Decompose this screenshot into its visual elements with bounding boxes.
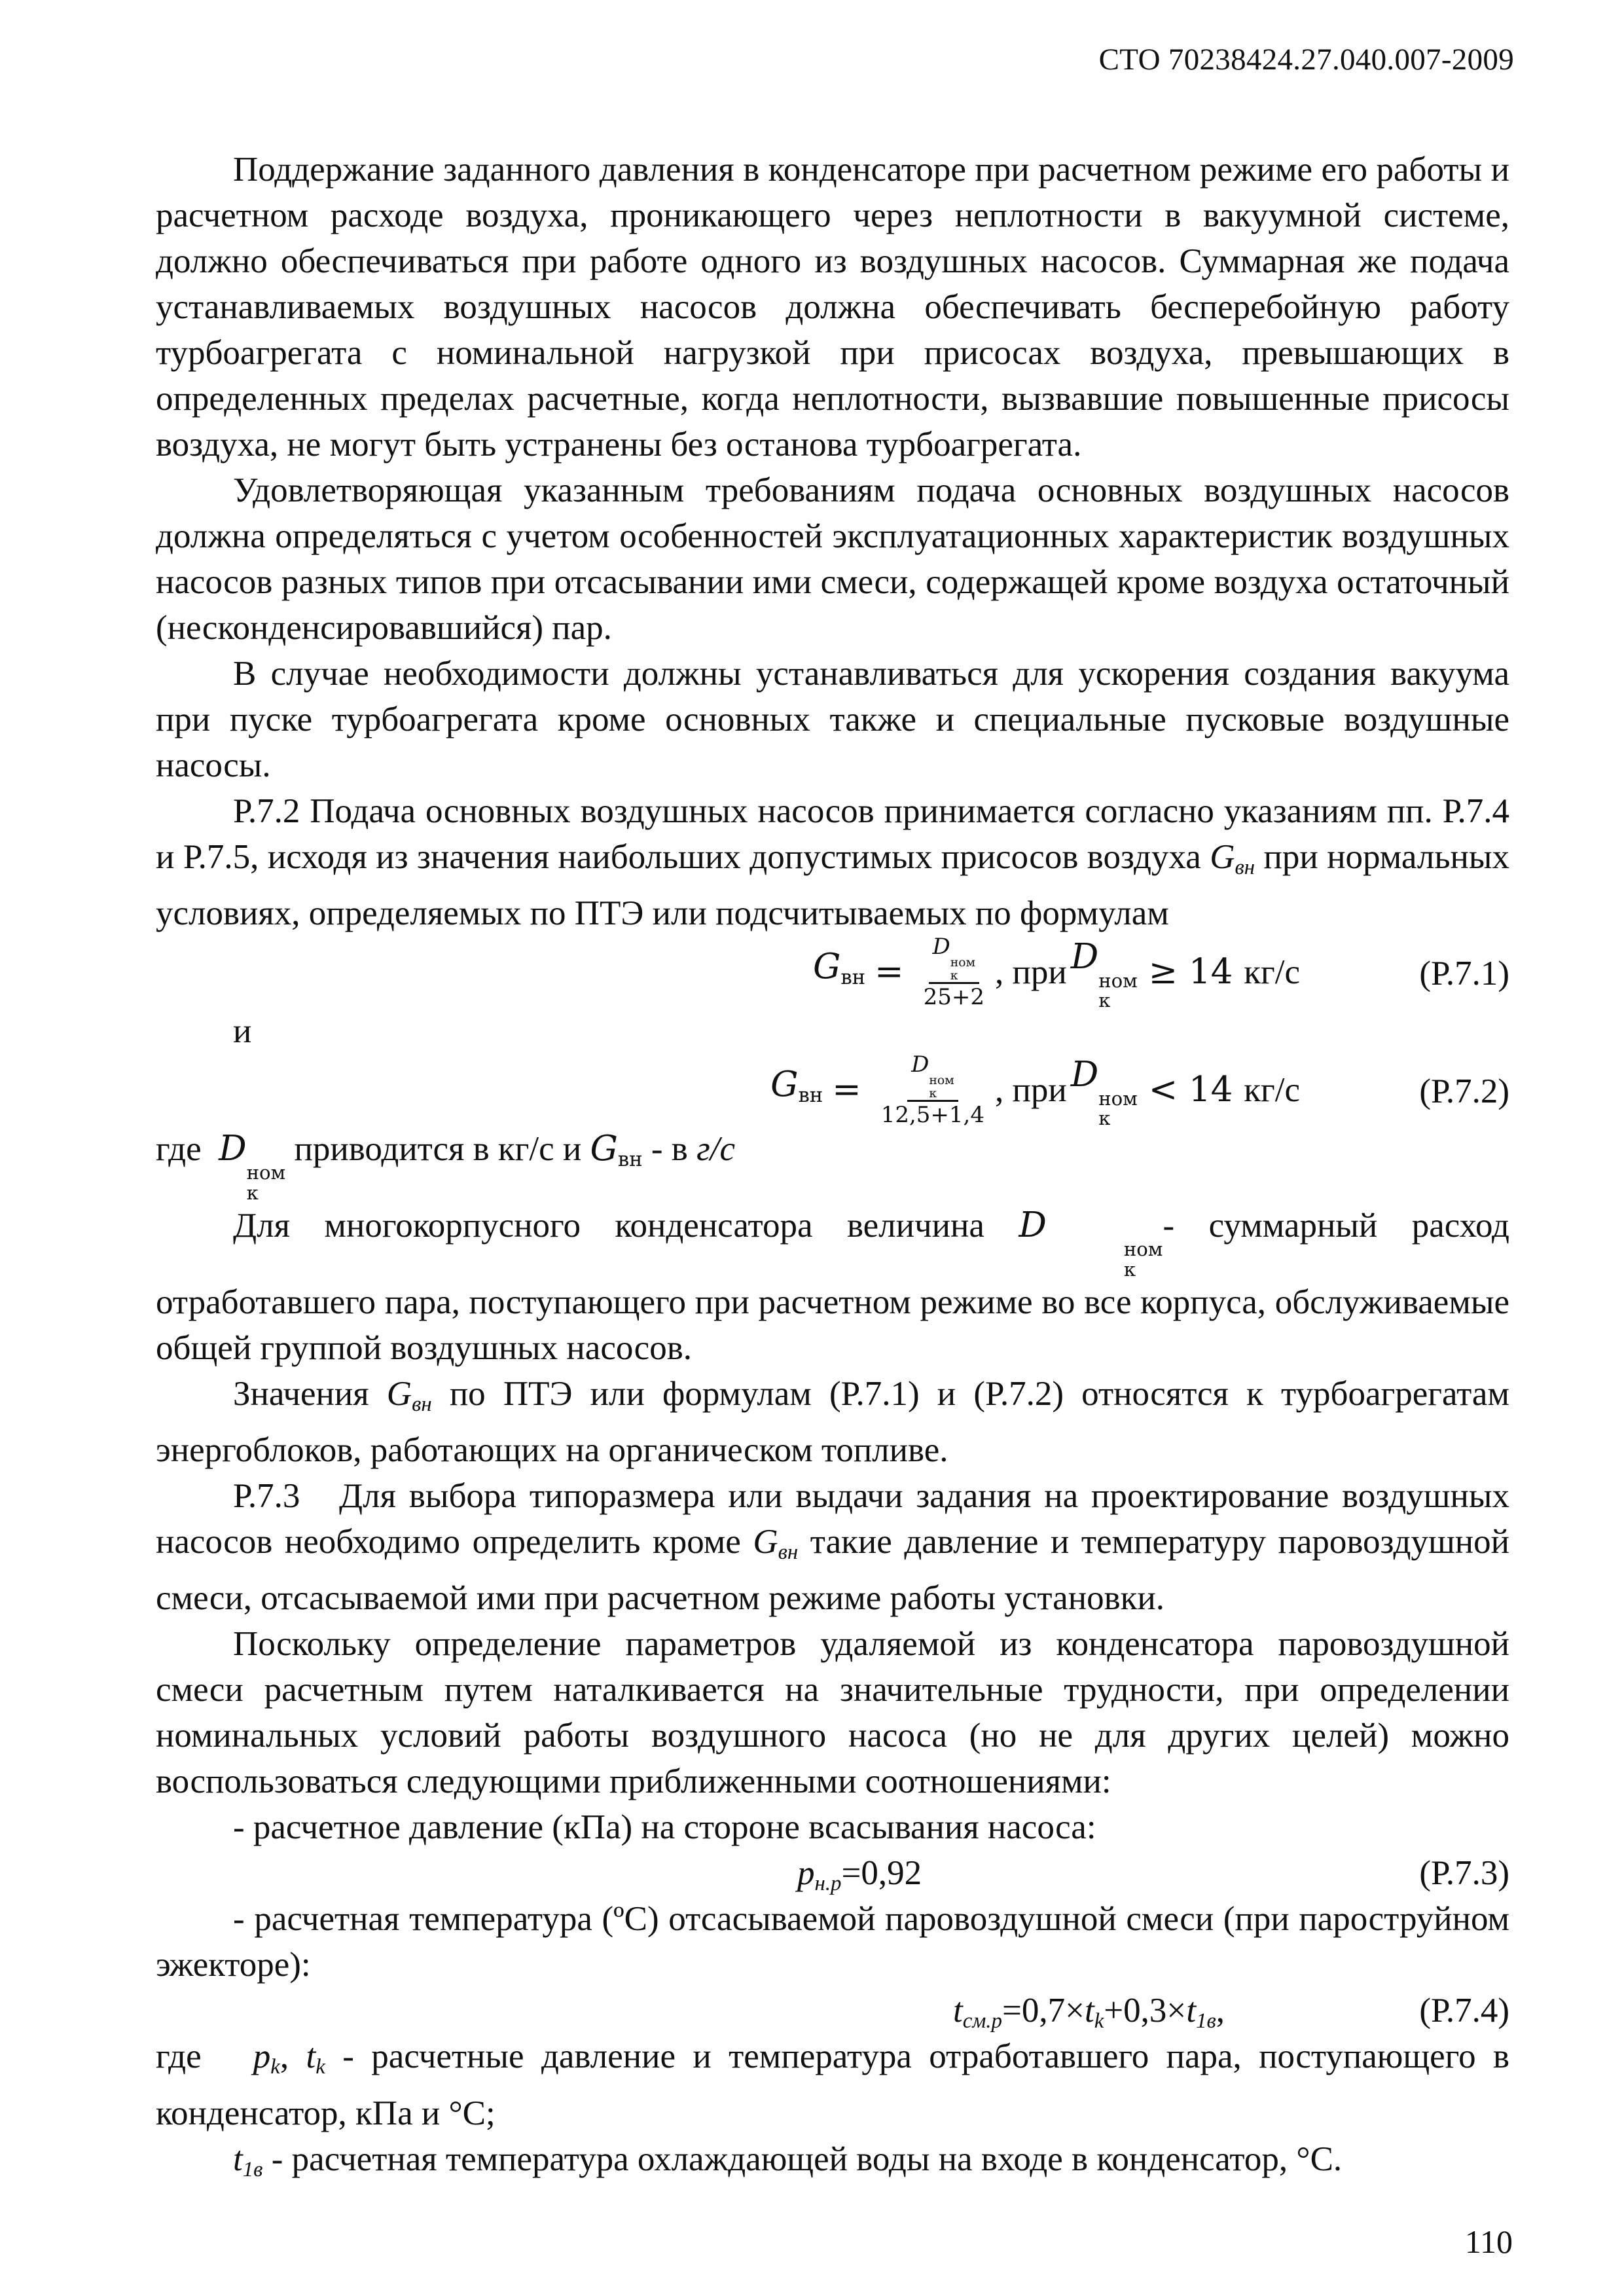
paragraph-1: Поддержание заданного давления в конденсаторе при расчетном режиме его работы и расчетном расходе воздуха, проникающего через неплотности в вакуумной системе, должно обеспечиваться при работе одного из воздушных насосов. Суммарная же подача устанавливаемых воздушных насосов должна обеспечивать бесперебойную работу турбоагрегата с номинальной нагрузкой при присосах воздуха, превышающих в определенных пределах расчетные, когда неплотности, вызвавшие повышенные присосы воздуха, не могут быть устранены без останова турбоагрегата.: [156, 151, 1509, 464]
definition-t1v: $t_{1в}$ - расчетная температура охлаждающей воды на входе в конденсатор, °С.: [233, 2140, 1343, 2181]
equation-number-p72: (Р.7.2): [1419, 1072, 1509, 1111]
paragraph-3: В случае необходимости должны устанавливаться для ускорения создания вакуума при пуске турбоагрегата кроме основных также и специальные пусковые воздушные насосы.: [156, 655, 1509, 784]
conjunction-and: и: [233, 1012, 252, 1051]
formula-p73: $p_{н.р}=0,92$: [797, 1854, 922, 1896]
formula-p72: Gвн = D ном к 12,5+1,4 , при D ном к < 14 кг/с: [770, 1051, 1300, 1130]
formula-p71-row: [156, 934, 1509, 1012]
document-body: [156, 147, 1519, 2193]
paragraph-2: Удовлетворяющая указанным требованиям подача основных воздушных насосов должна определяться с учетом особенностей эксплуатационных характеристик воздушных насосов разных типов при отсасывании ими смеси, содержащей кроме воздуха остаточный (несконденсировавшийся) пар.: [156, 471, 1509, 647]
list-item-temperature: - расчетная температура (ºС) отсасываемой паровоздушной смеси (при пароструйном эжекторе):: [156, 1900, 1509, 1984]
paragraph-section-p72: [156, 788, 1509, 936]
fraction-p71: D ном к 25+2: [923, 934, 984, 1011]
document-code-header: СТО 70238424.27.040.007-2009: [1098, 43, 1514, 77]
equation-number-p73: (Р.7.3): [1419, 1854, 1509, 1893]
formula-p73-row: [156, 1850, 1509, 1896]
equation-number-p74: (Р.7.4): [1419, 1992, 1509, 2030]
paragraph-approximation: Поскольку определение параметров удаляемой из конденсатора паровоздушной смеси расчетным путем наталкивается на значительные трудности, при определении номинальных условий работы воздушного насоса (но не для других целей) можно воспользоваться следующими приближенными соотношениями:: [156, 1625, 1509, 1801]
where-clause-2: где $p_k$, $t_k$ - расчетные давление и температура отработавшего пара, поступающего в конденсатор, кПа и °С;: [156, 2037, 1510, 2132]
paragraph-values: Значения $G_{вн}$ по ПТЭ или формулам (Р.7.1) и (Р.7.2) относятся к турбоагрегатам энергоблоков, работающих на органическом топливе.: [156, 1375, 1509, 1470]
p72-text-a: Р.7.2 Подача основных воздушных насосов принимается согласно указаниям пп. Р.7.4 и Р.7.5, исходя из значения наибольших допустимых присосов воздуха: [156, 792, 1509, 876]
where-clause-1: где D ном к приводится в кг/с и Gвн - в г/с: [156, 1129, 736, 1204]
formula-p74-row: [156, 1988, 1509, 2033]
list-item-pressure: - расчетное давление (кПа) на стороне всасывания насоса:: [233, 1808, 1096, 1847]
p72-text-b: при нормальных условиях, определяемых по ПТЭ или подсчитываемых по формулам: [156, 838, 1510, 933]
equation-number-p71: (Р.7.1): [1419, 955, 1509, 993]
formula-p74: $t_{см.р}=0,7\times t_k+0,3\times t_{1в}$,: [953, 1992, 1225, 2033]
paragraph-section-p73: Р.7.3 Для выбора типоразмера или выдачи задания на проектирование воздушных насосов необходимо определить кроме $G_{вн}$ такие давление и температуру паровоздушной смеси, отсасываемой ими при расчетном режиме работы установки.: [156, 1477, 1519, 1618]
paragraph-multicase: Для многокорпусного конденсатора величина D ном к - суммарный расход отработавшего пара, поступающего при расчетном режиме во все корпуса, обслуживаемые общей группой воздушных насосов.: [156, 1205, 1509, 1367]
formula-p71: Gвн = D ном к 25+2 , при D ном к ≥ 14 кг/с: [813, 934, 1300, 1012]
fraction-p72: D ном к 12,5+1,4: [880, 1051, 984, 1129]
g-vn-symbol: $G_{вн}$: [1210, 838, 1255, 880]
page-number: 110: [1464, 2223, 1513, 2260]
formula-p72-row: [156, 1051, 1509, 1130]
